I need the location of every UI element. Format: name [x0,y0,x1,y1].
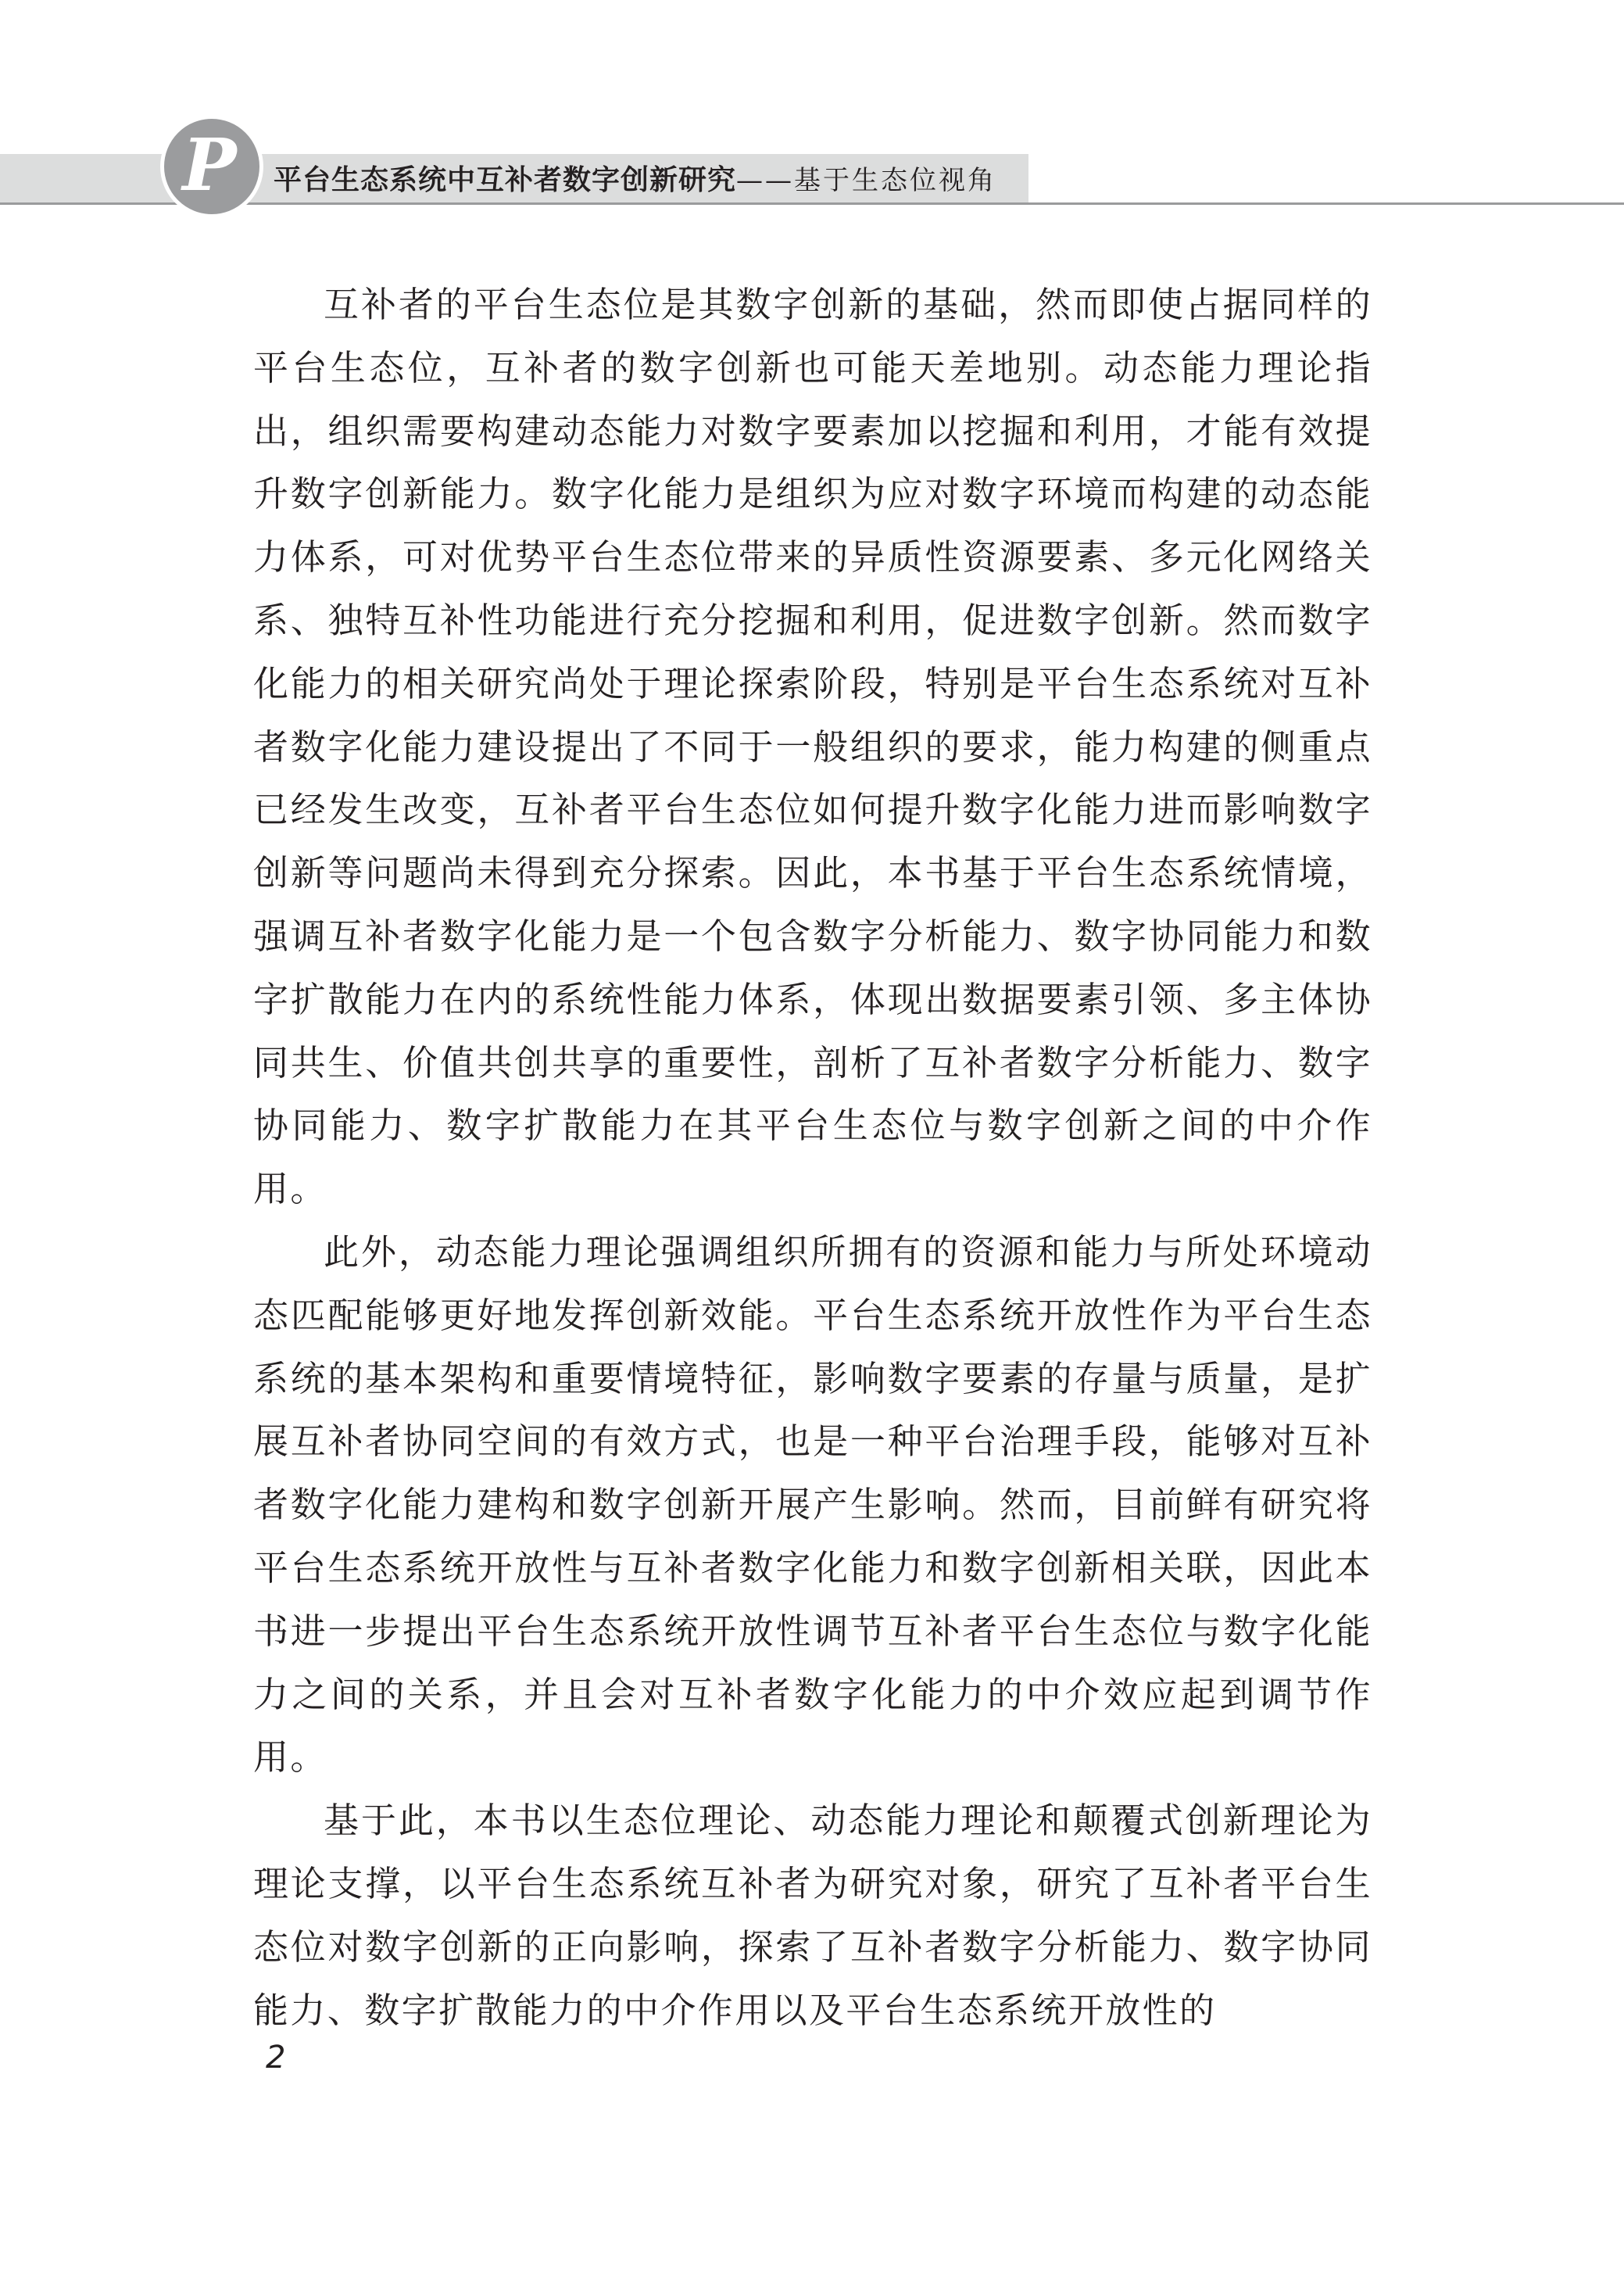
page-number: 2 [266,2040,286,2076]
body-text [253,274,1372,2042]
paragraph: 互补者的平台生态位是其数字创新的基础，然而即使占据同样的平台生态位，互补者的数字创新也可能天差地别。动态能力理论指出，组织需要构建动态能力对数字要素加以挖掘和利用，才能有效提升数字创新能力。数字化能力是组织为应对数字环境而构建的动态能力体系，可对优势平台生态位带来的异质性资源要素、多元化网络关系、独特互补性功能进行充分挖掘和利用，促进数字创新。然而数字化能力的相关研究尚处于理论探索阶段，特别是平台生态系统对互补者数字化能力建设提出了不同于一般组织的要求，能力构建的侧重点已经发生改变，互补者平台生态位如何提升数字化能力进而影响数字创新等问题尚未得到充分探索。因此，本书基于平台生态系统情境，强调互补者数字化能力是一个包含数字分析能力、数字协同能力和数字扩散能力在内的系统性能力体系，体现出数据要素引领、多主体协同共生、价值共创共享的重要性，剖析了互补者数字分析能力、数字协同能力、数字扩散能力在其平台生态位与数字创新之间的中介作用。 [253,284,1372,1210]
paragraph: 基于此，本书以生态位理论、动态能力理论和颠覆式创新理论为理论支撑，以平台生态系统互补者为研究对象，研究了互补者平台生态位对数字创新的正向影响，探索了互补者数字分析能力、数字协同能力、数字扩散能力的中介作用以及平台生态系统开放性的 [253,1800,1372,2031]
header-badge [160,115,263,218]
header-badge-letter: P [182,123,237,207]
running-header-subtitle: ——基于生态位视角 [736,165,997,196]
running-header-title [274,160,996,201]
paragraph: 此外，动态能力理论强调组织所拥有的资源和能力与所处环境动态匹配能够更好地发挥创新效能。平台生态系统开放性作为平台生态系统的基本架构和重要情境特征，影响数字要素的存量与质量，是扩展互补者协同空间的有效方式，也是一种平台治理手段，能够对互补者数字化能力建构和数字创新开展产生影响。然而，目前鲜有研究将平台生态系统开放性与互补者数字化能力和数字创新相关联，因此本书进一步提出平台生态系统开放性调节互补者平台生态位与数字化能力之间的关系，并且会对互补者数字化能力的中介效应起到调节作用。 [253,1230,1372,1778]
running-header-main: 平台生态系统中互补者数字创新研究 [274,164,737,196]
